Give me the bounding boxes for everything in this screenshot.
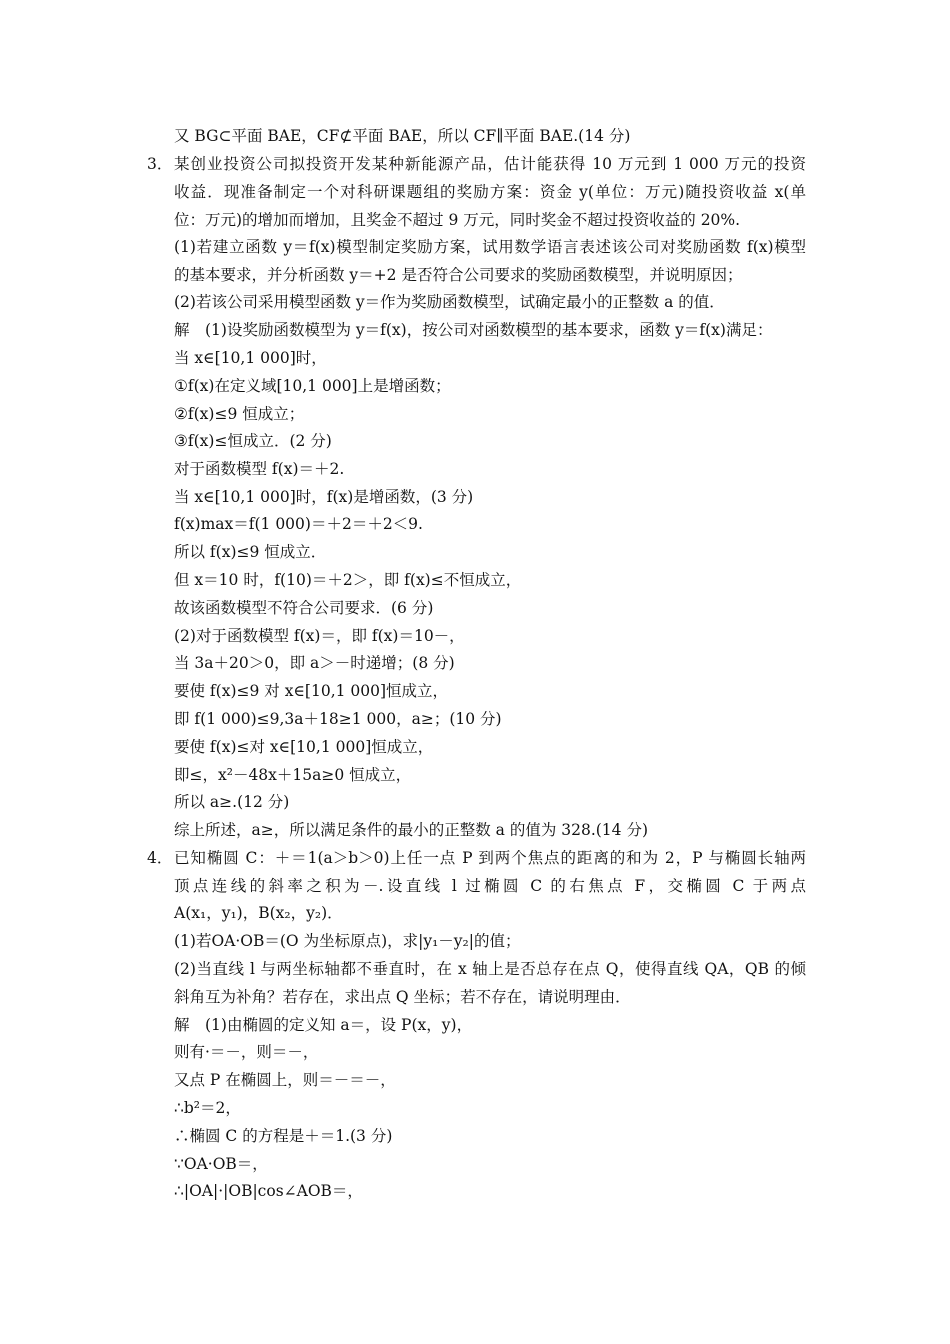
text-line: 又点 P 在椭圆上，则＝－＝－， — [174, 1071, 396, 1089]
text-line: 综上所述，a≥，所以满足条件的最小的正整数 a 的值为 328.(14 分) — [174, 821, 649, 839]
text-line: 顶点连线的斜率之积为－.设直线 l 过椭圆 C 的右焦点 F，交椭圆 C 于两点 — [174, 877, 806, 895]
text-line: (2)对于函数模型 f(x)＝，即 f(x)＝10－， — [174, 627, 465, 645]
text-line: 则有·＝－，则＝－， — [174, 1043, 319, 1061]
text-line: f(x)max＝f(1 000)＝＋2＝＋2＜9. — [174, 515, 423, 533]
text-line: 故该函数模型不符合公司要求．(6 分) — [174, 599, 434, 617]
text-line: 所以 f(x)≤9 恒成立． — [174, 543, 327, 561]
text-line: 要使 f(x)≤9 对 x∈[10,1 000]恒成立， — [174, 682, 449, 700]
text-line: 位：万元)的增加而增加，且奖金不超过 9 万元，同时奖金不超过投资收益的 20%. — [174, 211, 741, 229]
text-line: 解 (1)设奖励函数模型为 y＝f(x)，按公司对函数模型的基本要求，函数 y＝f(x)满足： — [174, 321, 773, 339]
text-line: (1)若OA·OB＝(O 为坐标原点)，求|y₁－y₂|的值； — [174, 932, 521, 950]
text-line: ③f(x)≤恒成立．(2 分) — [174, 432, 332, 450]
text-line: 斜角互为补角？若存在，求出点 Q 坐标；若不存在，请说明理由． — [174, 988, 631, 1006]
text-line: ∵OA·OB＝， — [174, 1155, 268, 1173]
text-line: 已知椭圆 C：＋＝1(a＞b＞0)上任一点 P 到两个焦点的距离的和为 2，P 与椭圆长轴两 — [174, 849, 806, 867]
text-line: 对于函数模型 f(x)＝＋2. — [174, 460, 345, 478]
text-line: ①f(x)在定义域[10,1 000]上是增函数； — [174, 377, 451, 395]
text-line: 解 (1)由椭圆的定义知 a＝，设 P(x，y)， — [174, 1016, 473, 1034]
text-line: 即≤，x²－48x＋15a≥0 恒成立， — [174, 766, 412, 784]
text-line: 的基本要求，并分析函数 y＝+2 是否符合公司要求的奖励函数模型，并说明原因； — [174, 266, 743, 284]
text-line: (2)当直线 l 与两坐标轴都不垂直时，在 x 轴上是否总存在点 Q，使得直线 QA，QB 的倾 — [174, 960, 806, 978]
text-line: 当 x∈[10,1 000]时，f(x)是增函数，(3 分) — [174, 488, 474, 506]
text-line: 要使 f(x)≤对 x∈[10,1 000]恒成立， — [174, 738, 434, 756]
problem-number-4: 4． — [147, 849, 173, 867]
text-line: ∴b²＝2， — [174, 1099, 241, 1117]
text-line: ∴椭圆 C 的方程是＋＝1.(3 分) — [174, 1127, 393, 1145]
text-line: 又 BG⊂平面 BAE，CF⊄平面 BAE，所以 CF∥平面 BAE.(14 分) — [174, 127, 631, 145]
problem-number-3: 3． — [147, 155, 173, 173]
text-line: 收益．现准备制定一个对科研课题组的奖励方案：资金 y(单位：万元)随投资收益 x(单 — [174, 183, 806, 201]
text-line: 即 f(1 000)≤9,3a＋18≥1 000，a≥；(10 分) — [174, 710, 502, 728]
text-line: A(x₁，y₁)，B(x₂，y₂)． — [174, 904, 343, 922]
text-line: (2)若该公司采用模型函数 y＝作为奖励函数模型，试确定最小的正整数 a 的值． — [174, 293, 725, 311]
text-line: 某创业投资公司拟投资开发某种新能源产品，估计能获得 10 万元到 1 000 万元的投资 — [174, 155, 806, 173]
text-line: 但 x＝10 时，f(10)＝＋2＞，即 f(x)≤不恒成立， — [174, 571, 522, 589]
text-line: (1)若建立函数 y＝f(x)模型制定奖励方案，试用数学语言表述该公司对奖励函数 f(x)模型 — [174, 238, 806, 256]
text-line: 当 3a＋20＞0，即 a＞－时递增；(8 分) — [174, 654, 455, 672]
text-line: 当 x∈[10,1 000]时， — [174, 349, 327, 367]
text-line: 所以 a≥.(12 分) — [174, 793, 290, 811]
text-line: ②f(x)≤9 恒成立； — [174, 405, 305, 423]
text-line: ∴|OA|·|OB|cos∠AOB＝， — [174, 1182, 363, 1200]
